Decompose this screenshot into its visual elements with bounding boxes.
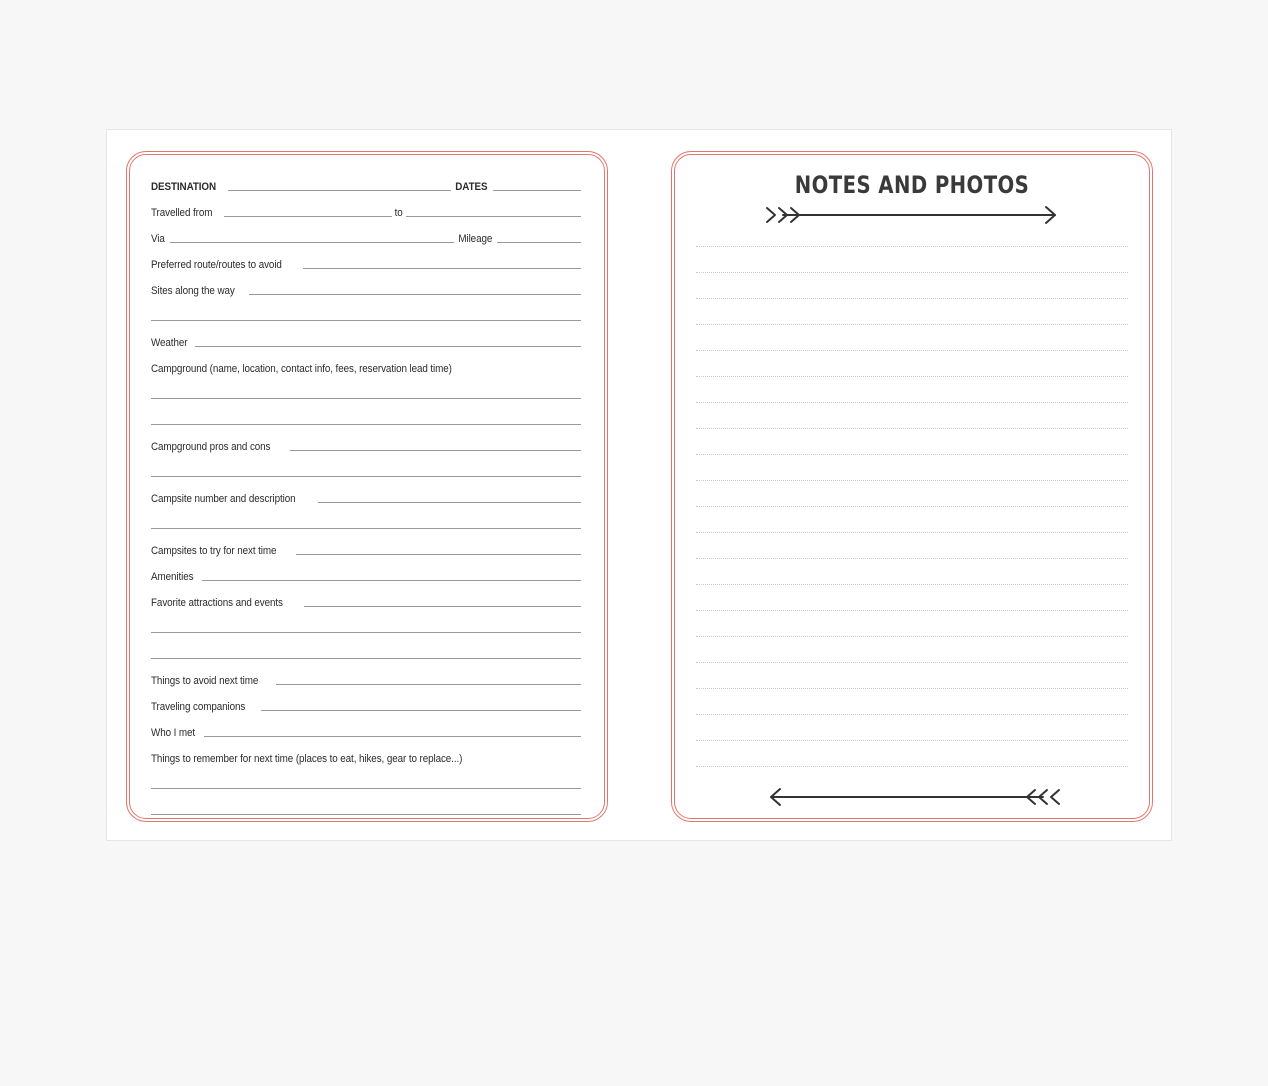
favorite-label: Favorite attractions and events <box>151 597 283 609</box>
favorite-row <box>151 587 581 613</box>
amenities-field[interactable] <box>202 580 581 581</box>
remember-field-2[interactable] <box>151 814 581 815</box>
campsites-next-label: Campsites to try for next time <box>151 545 277 557</box>
note-line[interactable] <box>696 429 1128 455</box>
campsite-number-field[interactable] <box>318 502 581 503</box>
sites-row <box>151 275 581 301</box>
campsites-next-row <box>151 535 581 561</box>
note-line[interactable] <box>696 403 1128 429</box>
notes-page <box>671 151 1153 822</box>
notes-title: NOTES AND PHOTOS <box>794 171 1030 199</box>
weather-field[interactable] <box>195 346 581 347</box>
remember-line-2 <box>151 795 581 821</box>
sites-field[interactable] <box>249 294 581 295</box>
destination-row <box>151 171 581 197</box>
amenities-row <box>151 561 581 587</box>
weather-label: Weather <box>151 337 188 349</box>
travelled-from-row <box>151 197 581 223</box>
campsite-number-line-2 <box>151 509 581 535</box>
campground-pros-field[interactable] <box>290 450 581 451</box>
campsite-number-row <box>151 483 581 509</box>
destination-field[interactable] <box>228 190 452 191</box>
who-met-row <box>151 717 581 743</box>
remember-label: Things to remember for next time (places to eat, hikes, gear to replace...) <box>151 753 463 765</box>
favorite-field-2[interactable] <box>151 632 581 633</box>
travelled-to-field[interactable] <box>406 216 581 217</box>
campground-pros-label: Campground pros and cons <box>151 441 271 453</box>
who-met-field[interactable] <box>204 736 581 737</box>
note-line[interactable] <box>696 325 1128 351</box>
remember-field-1[interactable] <box>151 788 581 789</box>
avoid-field[interactable] <box>276 684 581 685</box>
note-line[interactable] <box>696 611 1128 637</box>
campground-line-2 <box>151 405 581 431</box>
preferred-route-row <box>151 249 581 275</box>
note-line[interactable] <box>696 533 1128 559</box>
campground-row <box>151 353 581 379</box>
companions-field[interactable] <box>261 710 581 711</box>
note-line[interactable] <box>696 481 1128 507</box>
trip-log-form <box>151 171 581 821</box>
campground-field-2[interactable] <box>151 424 581 425</box>
travelled-from-field[interactable] <box>224 216 392 217</box>
companions-label: Traveling companions <box>151 701 246 713</box>
campsites-next-field[interactable] <box>296 554 581 555</box>
campground-pros-field-2[interactable] <box>151 476 581 477</box>
trip-log-page <box>126 151 608 822</box>
avoid-row <box>151 665 581 691</box>
journal-spread <box>106 129 1172 841</box>
destination-label: DESTINATION <box>151 181 217 193</box>
favorite-line-2 <box>151 613 581 639</box>
via-field[interactable] <box>170 242 454 243</box>
note-line[interactable] <box>696 507 1128 533</box>
favorite-line-3 <box>151 639 581 665</box>
campground-field-1[interactable] <box>151 398 581 399</box>
campsite-number-field-2[interactable] <box>151 528 581 529</box>
remember-row <box>151 743 581 769</box>
note-line[interactable] <box>696 559 1128 585</box>
note-line[interactable] <box>696 247 1128 273</box>
amenities-label: Amenities <box>151 571 194 583</box>
note-line[interactable] <box>696 741 1128 767</box>
dates-label: DATES <box>455 181 488 193</box>
campground-pros-line-2 <box>151 457 581 483</box>
note-line[interactable] <box>696 351 1128 377</box>
sites-row-extra <box>151 301 581 327</box>
sites-field-extra[interactable] <box>151 320 581 321</box>
mileage-field[interactable] <box>497 242 581 243</box>
who-met-label: Who I met <box>151 727 196 739</box>
avoid-label: Things to avoid next time <box>151 675 259 687</box>
note-line[interactable] <box>696 585 1128 611</box>
preferred-route-label: Preferred route/routes to avoid <box>151 259 282 271</box>
via-label: Via <box>151 233 165 245</box>
favorite-field-3[interactable] <box>151 658 581 659</box>
via-row <box>151 223 581 249</box>
note-line[interactable] <box>696 663 1128 689</box>
travelled-from-label: Travelled from <box>151 207 213 219</box>
weather-row <box>151 327 581 353</box>
note-line[interactable] <box>696 273 1128 299</box>
campground-pros-row <box>151 431 581 457</box>
campground-line-1 <box>151 379 581 405</box>
remember-line-1 <box>151 769 581 795</box>
note-line[interactable] <box>696 221 1128 247</box>
dates-field[interactable] <box>493 190 581 191</box>
mileage-label: Mileage <box>457 233 492 245</box>
campground-label: Campground (name, location, contact info, fees, reservation lead time) <box>151 363 452 375</box>
sites-label: Sites along the way <box>151 285 235 297</box>
note-line[interactable] <box>696 637 1128 663</box>
notes-frame <box>674 154 1150 819</box>
companions-row <box>151 691 581 717</box>
note-line[interactable] <box>696 377 1128 403</box>
campsite-number-label: Campsite number and description <box>151 493 296 505</box>
note-line[interactable] <box>696 715 1128 741</box>
note-line[interactable] <box>696 455 1128 481</box>
note-line[interactable] <box>696 689 1128 715</box>
to-label: to <box>394 207 403 219</box>
trip-log-frame <box>129 154 605 819</box>
arrow-left-icon <box>765 785 1061 809</box>
note-line[interactable] <box>696 299 1128 325</box>
favorite-field[interactable] <box>304 606 581 607</box>
notes-ruled-area[interactable] <box>696 221 1128 767</box>
preferred-route-field[interactable] <box>303 268 581 269</box>
